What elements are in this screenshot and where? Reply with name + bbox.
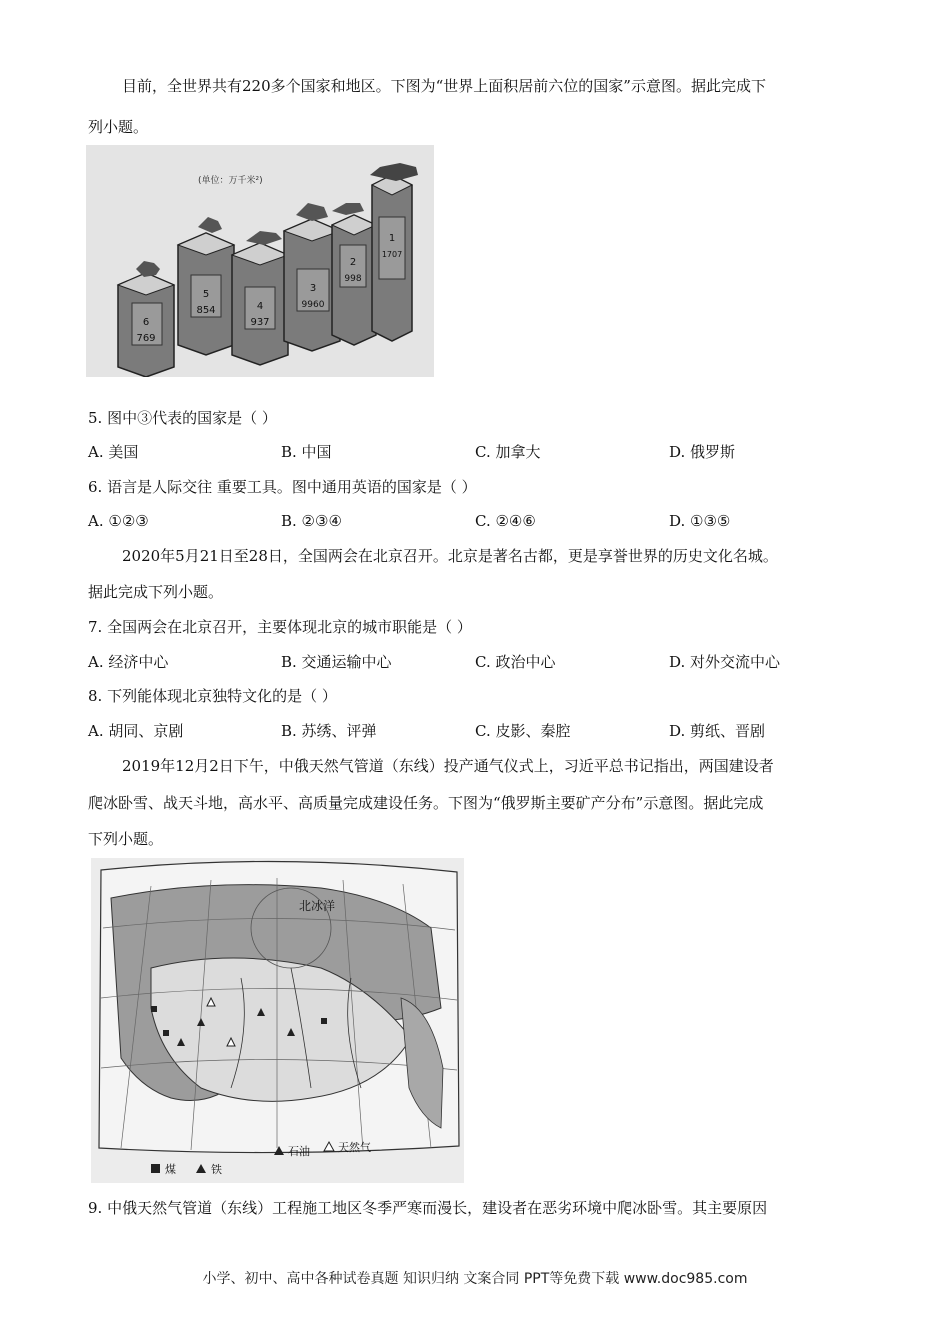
question-7-stem: 7. 全国两会在北京召开，主要体现北京的城市职能是（ ） <box>88 618 472 636</box>
question-6-stem: 6. 语言是人际交往 重要工具。图中通用英语的国家是（ ） <box>88 478 477 496</box>
country-area-figure <box>86 145 434 377</box>
block-6-rank: 6 <box>142 317 150 328</box>
unit-label: (单位：万千米²) <box>198 176 263 186</box>
question-5-option-d: D. 俄罗斯 <box>669 443 736 461</box>
intro-paragraph-1-line-2: 列小题。 <box>88 118 149 136</box>
intro-paragraph-2-line-1: 2020年5月21日至28日，全国两会在北京召开。北京是著名古都，更是享誉世界的历史文化名城。 <box>122 547 778 565</box>
question-7-option-a: A. 经济中心 <box>88 653 169 671</box>
russia-map-illustration <box>91 858 464 1183</box>
question-6-option-b: B. ②③④ <box>281 512 342 530</box>
intro-paragraph-3-line-1: 2019年12月2日下午，中俄天然气管道（东线）投产通气仪式上，习近平总书记指出，两国建设者 <box>122 757 774 775</box>
legend-coal: 煤 <box>165 1163 176 1176</box>
intro-paragraph-2-line-2: 据此完成下列小题。 <box>88 583 224 601</box>
intro-paragraph-1-line-1: 目前，全世界共有220多个国家和地区。下图为“世界上面积居前六位的国家”示意图。据此完成下 <box>122 77 766 95</box>
question-8-option-d: D. 剪纸、晋剧 <box>669 722 766 740</box>
block-2-rank: 2 <box>349 257 357 268</box>
russia-mineral-map <box>91 858 464 1183</box>
block-4-rank: 4 <box>256 301 264 312</box>
question-5-option-c: C. 加拿大 <box>475 443 541 461</box>
intro-paragraph-3-line-2: 爬冰卧雪、战天斗地，高水平、高质量完成建设任务。下图为“俄罗斯主要矿产分布”示意图。据此完成 <box>88 794 764 812</box>
question-7-option-b: B. 交通运输中心 <box>281 653 392 671</box>
intro-paragraph-3-line-3: 下列小题。 <box>88 830 164 848</box>
block-3-rank: 3 <box>309 283 317 294</box>
page-footer: 小学、初中、高中各种试卷真题 知识归纳 文案合同 PPT等免费下载 www.doc985.com <box>202 1271 748 1287</box>
question-5-option-b: B. 中国 <box>281 443 332 461</box>
question-6-option-c: C. ②④⑥ <box>475 512 536 530</box>
question-8-option-c: C. 皮影、秦腔 <box>475 722 571 740</box>
question-7-option-d: D. 对外交流中心 <box>669 653 781 671</box>
legend-iron: 铁 <box>211 1163 222 1176</box>
block-1-value: 1707 <box>381 250 403 259</box>
block-3-value: 9960 <box>301 300 325 310</box>
coal-legend-icon <box>151 1164 160 1173</box>
country-area-illustration <box>86 145 434 377</box>
block-6-value: 769 <box>136 333 156 344</box>
question-5-stem: 5. 图中③代表的国家是（ ） <box>88 409 277 427</box>
question-8-option-b: B. 苏绣、评弹 <box>281 722 377 740</box>
legend-gas: 天然气 <box>338 1141 371 1154</box>
block-1-rank: 1 <box>388 233 396 244</box>
block-2-value: 998 <box>344 274 362 284</box>
block-4-value: 937 <box>250 317 270 328</box>
question-9-stem: 9. 中俄天然气管道（东线）工程施工地区冬季严寒而漫长，建设者在恶劣环境中爬冰卧雪。其主要原因 <box>88 1199 768 1217</box>
question-6-option-a: A. ①②③ <box>88 512 149 530</box>
question-6-option-d: D. ①③⑤ <box>669 512 731 530</box>
question-8-option-a: A. 胡同、京剧 <box>88 722 184 740</box>
block-5-rank: 5 <box>202 289 210 300</box>
legend-oil: 石油 <box>288 1145 310 1158</box>
question-5-option-a: A. 美国 <box>88 443 139 461</box>
question-7-option-c: C. 政治中心 <box>475 653 556 671</box>
arctic-ocean-label: 北冰洋 <box>299 899 336 913</box>
block-5-value: 854 <box>196 305 216 316</box>
question-8-stem: 8. 下列能体现北京独特文化的是（ ） <box>88 687 337 705</box>
